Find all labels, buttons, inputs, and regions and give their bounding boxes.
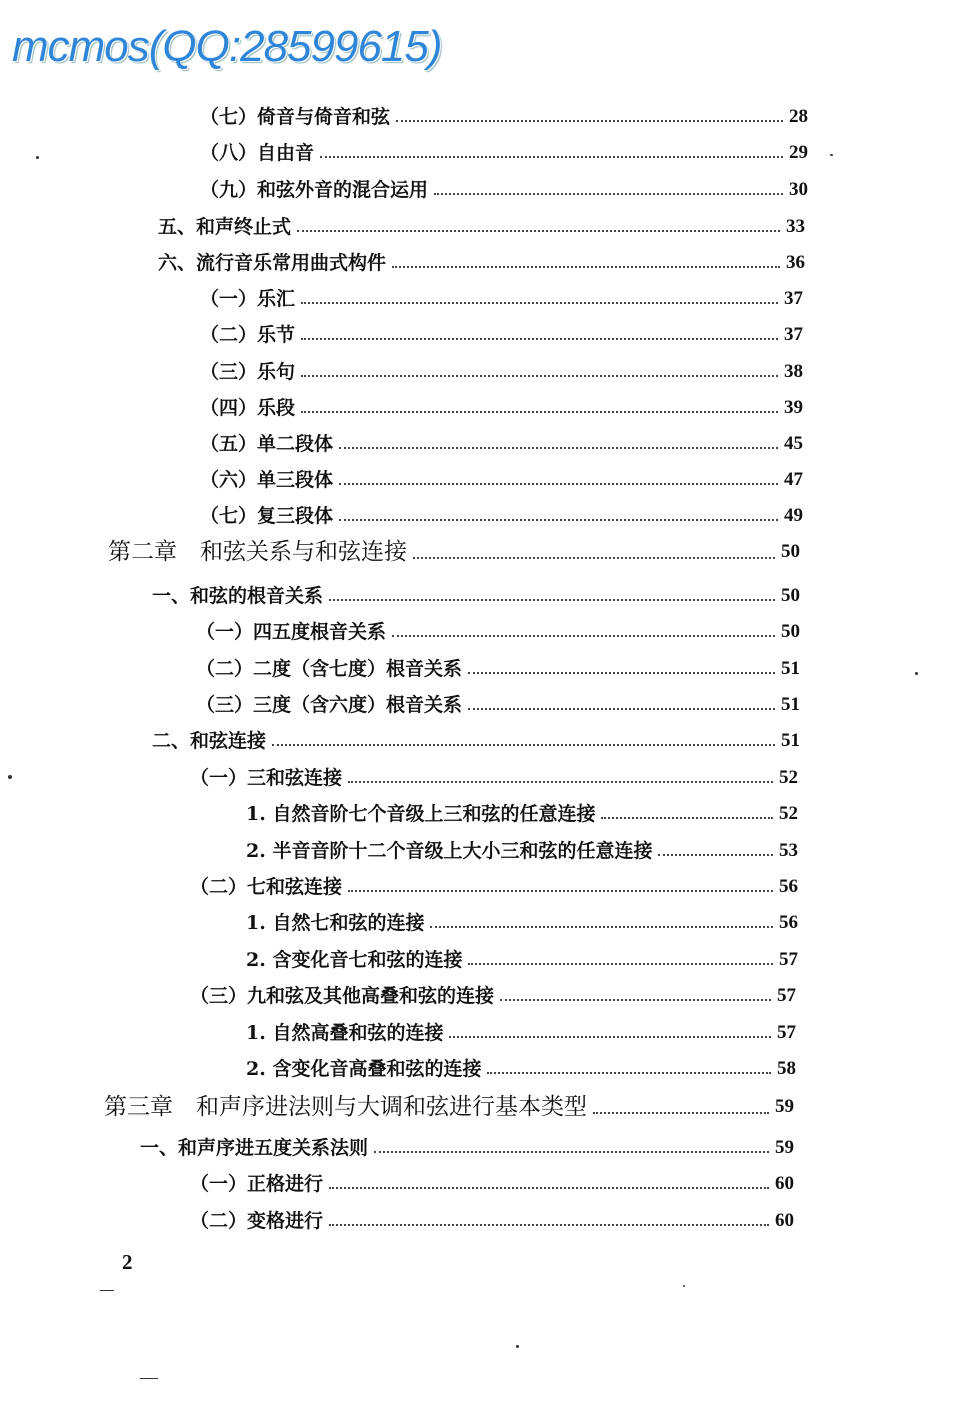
toc-entry-title: （六）单三段体	[200, 469, 334, 491]
toc-entry-page: 49	[784, 505, 803, 526]
toc-leader-dots	[601, 817, 773, 819]
toc-leader-dots	[320, 156, 783, 158]
toc-entry-title: 第二章 和弦关系与和弦连接	[108, 539, 407, 565]
toc-entry-page: 39	[784, 397, 803, 418]
toc-entry-page: 50	[781, 585, 800, 606]
toc-entry	[246, 910, 798, 936]
toc-entry	[200, 395, 803, 421]
toc-entry	[196, 692, 800, 718]
toc-entry-title: 五、和声终止式	[158, 216, 292, 238]
toc-leader-dots	[593, 1112, 769, 1114]
toc-entry	[190, 874, 798, 900]
toc-entry	[200, 503, 803, 529]
toc-entry	[190, 983, 796, 1009]
toc-leader-dots	[339, 519, 778, 521]
toc-entry	[200, 286, 803, 312]
toc-leader-dots	[339, 447, 778, 449]
toc-entry	[246, 1056, 796, 1082]
toc-leader-dots	[301, 411, 778, 413]
toc-entry	[196, 619, 800, 645]
toc-entry	[200, 431, 803, 457]
toc-leader-dots	[658, 854, 773, 856]
toc-entry-title: （二）变格进行	[190, 1210, 324, 1232]
toc-entry-title: （三）三度（含六度）根音关系	[196, 694, 463, 716]
toc-entry-page: 33	[786, 216, 805, 237]
toc-entry-title: 1. 自然音阶七个音级上三和弦的任意连接	[246, 803, 596, 825]
toc-entry-page: 28	[789, 106, 808, 127]
toc-leader-dots	[430, 926, 773, 928]
scan-speck	[830, 154, 833, 156]
toc-entry-title: （一）四五度根音关系	[196, 621, 387, 643]
toc-entry-page: 36	[786, 252, 805, 273]
toc-entry-title: （九）和弦外音的混合运用	[200, 179, 429, 201]
toc-entry	[200, 104, 808, 130]
toc-leader-dots	[392, 635, 775, 637]
toc-entry-page: 51	[781, 658, 800, 679]
scan-speck	[915, 672, 918, 675]
toc-entry	[246, 1020, 796, 1046]
toc-leader-dots	[348, 781, 773, 783]
toc-entry	[190, 765, 798, 791]
toc-leader-dots	[392, 266, 780, 268]
watermark: mcmos(QQ:28599615)	[12, 22, 442, 71]
toc-entry	[152, 583, 800, 609]
toc-entry-title: 2. 含变化音七和弦的连接	[246, 949, 463, 971]
toc-entry	[152, 728, 800, 754]
scan-speck	[36, 156, 39, 159]
toc-entry-title: （二）乐节	[200, 324, 296, 346]
toc-leader-dots	[396, 120, 783, 122]
toc-entry-title: 二、和弦连接	[152, 730, 267, 752]
toc-entry-page: 59	[775, 1137, 794, 1158]
toc-entry-title: 1. 自然高叠和弦的连接	[246, 1022, 444, 1044]
toc-entry	[158, 250, 805, 276]
toc-entry-title: 2. 含变化音高叠和弦的连接	[246, 1058, 482, 1080]
toc-entry-page: 60	[775, 1210, 794, 1231]
toc-entry-page: 50	[781, 621, 800, 642]
toc-entry	[196, 656, 800, 682]
toc-leader-dots	[348, 890, 773, 892]
toc-leader-dots	[468, 963, 773, 965]
toc-leader-dots	[449, 1036, 771, 1038]
toc-entry-page: 52	[779, 803, 798, 824]
toc-entry-page: 53	[779, 840, 798, 861]
toc-entry-page: 29	[789, 142, 808, 163]
toc-chapter	[104, 1092, 794, 1122]
toc-entry-title: 一、和弦的根音关系	[152, 585, 324, 607]
toc-entry-title: （二）二度（含七度）根音关系	[196, 658, 463, 680]
toc-entry	[246, 838, 798, 864]
scan-speck	[516, 1345, 519, 1348]
toc-entry-title: （五）单二段体	[200, 433, 334, 455]
toc-entry-page: 30	[789, 179, 808, 200]
toc-leader-dots	[329, 1187, 769, 1189]
toc-chapter	[108, 537, 800, 567]
toc-entry	[140, 1135, 794, 1161]
toc-entry	[246, 801, 798, 827]
toc-entry-title: （一）乐汇	[200, 288, 296, 310]
toc-entry-page: 57	[777, 1022, 796, 1043]
scan-speck	[683, 1285, 685, 1287]
toc-entry-title: 一、和声序进五度关系法则	[140, 1137, 369, 1159]
toc-leader-dots	[297, 230, 780, 232]
scan-speck	[8, 775, 12, 779]
toc-entry	[200, 177, 808, 203]
toc-leader-dots	[339, 483, 778, 485]
toc-entry-page: 50	[781, 541, 800, 562]
toc-entry-page: 57	[777, 985, 796, 1006]
toc-entry-title: （七）复三段体	[200, 505, 334, 527]
page-number: 2	[122, 1250, 133, 1274]
scan-speck	[140, 1378, 158, 1379]
toc-leader-dots	[434, 193, 783, 195]
toc-entry-page: 51	[781, 730, 800, 751]
toc-entry-page: 59	[775, 1096, 794, 1117]
toc-leader-dots	[329, 1224, 769, 1226]
toc-entry-title: （四）乐段	[200, 397, 296, 419]
toc-entry-title: （三）九和弦及其他高叠和弦的连接	[190, 985, 495, 1007]
toc-entry-page: 56	[779, 912, 798, 933]
toc-leader-dots	[468, 672, 775, 674]
toc-entry-title: （一）三和弦连接	[190, 767, 343, 789]
toc-entry-page: 58	[777, 1058, 796, 1079]
scan-speck	[100, 1290, 114, 1291]
toc-entry	[200, 322, 803, 348]
toc-entry-title: （三）乐句	[200, 361, 296, 383]
toc-leader-dots	[301, 302, 778, 304]
toc-leader-dots	[413, 557, 775, 559]
toc-leader-dots	[329, 599, 775, 601]
toc-leader-dots	[500, 999, 771, 1001]
toc-leader-dots	[301, 375, 778, 377]
toc-entry	[200, 467, 803, 493]
toc-entry-page: 60	[775, 1173, 794, 1194]
toc-leader-dots	[468, 708, 775, 710]
toc-entry-page: 57	[779, 949, 798, 970]
toc-entry-title: （八）自由音	[200, 142, 315, 164]
toc-leader-dots	[374, 1151, 769, 1153]
toc-entry	[190, 1208, 794, 1234]
toc-entry	[200, 359, 803, 385]
toc-entry-title: 1. 自然七和弦的连接	[246, 912, 425, 934]
toc-entry-title: 2. 半音音阶十二个音级上大小三和弦的任意连接	[246, 840, 653, 862]
toc-entry-title: 第三章 和声序进法则与大调和弦进行基本类型	[104, 1094, 587, 1120]
toc-leader-dots	[301, 338, 778, 340]
toc-entry-title: （七）倚音与倚音和弦	[200, 106, 391, 128]
toc-entry-title: （二）七和弦连接	[190, 876, 343, 898]
toc-entry	[190, 1171, 794, 1197]
toc-entry	[158, 214, 805, 240]
toc-leader-dots	[487, 1072, 771, 1074]
toc-entry	[200, 140, 808, 166]
toc-entry-page: 45	[784, 433, 803, 454]
toc-entry-title: 六、流行音乐常用曲式构件	[158, 252, 387, 274]
toc-entry-page: 52	[779, 767, 798, 788]
toc-entry-page: 37	[784, 324, 803, 345]
toc-entry-page: 56	[779, 876, 798, 897]
toc-entry-page: 38	[784, 361, 803, 382]
toc-entry-page: 51	[781, 694, 800, 715]
toc-entry-title: （一）正格进行	[190, 1173, 324, 1195]
toc-entry-page: 47	[784, 469, 803, 490]
toc-entry	[246, 947, 798, 973]
toc-leader-dots	[272, 744, 775, 746]
toc-entry-page: 37	[784, 288, 803, 309]
